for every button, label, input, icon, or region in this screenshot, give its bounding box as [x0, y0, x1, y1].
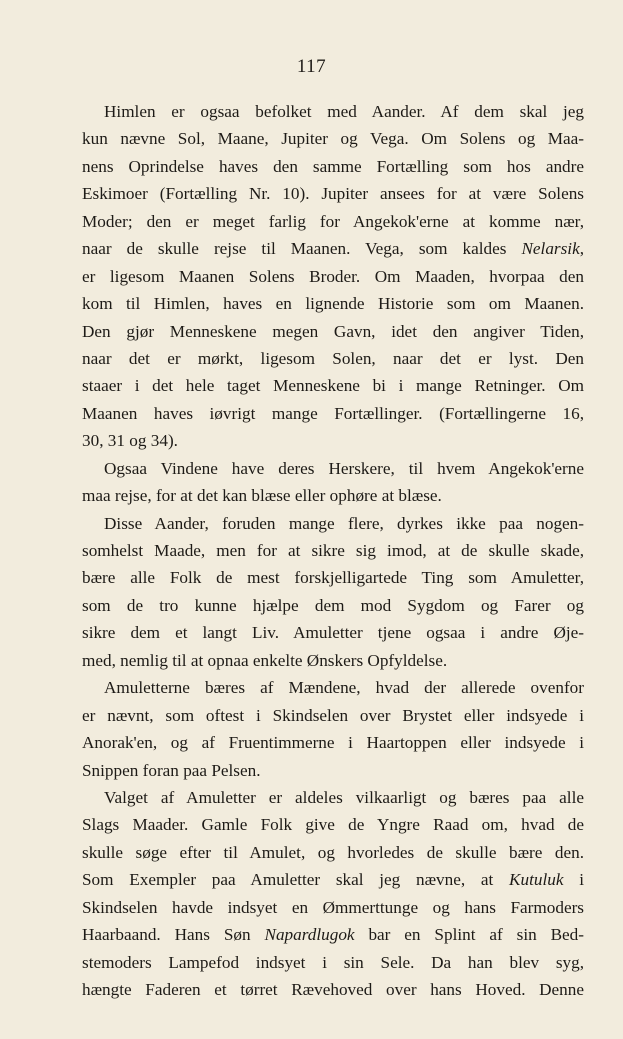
text-segment: Den gjør Menneskene megen Gavn, idet den angiver Tiden, — [82, 321, 584, 341]
text-segment: Slags Maader. Gamle Folk give de Yngre Raad om, hvad de — [82, 815, 584, 835]
text-line — [82, 208, 584, 235]
text-line — [82, 729, 584, 756]
text-line — [82, 318, 584, 345]
text-segment: Valget af Amuletter er aldeles vilkaarligt og bæres paa alle — [104, 787, 584, 807]
text-line — [82, 427, 584, 454]
text-segment: somhelst Maade, men for at sikre sig imod, at de skulle skade, — [82, 541, 584, 560]
italic-name: Napardlugok — [264, 925, 355, 945]
text-segment: kun nævne Sol, Maane, Jupiter og Vega. Om Solens og Maa- — [82, 129, 584, 149]
text-line — [82, 345, 584, 372]
text-line — [82, 702, 584, 729]
text-segment: naar det er mørkt, ligesom Solen, naar det er lyst. Den — [82, 348, 584, 368]
text-line — [82, 455, 584, 482]
text-segment: maa rejse, for at det kan blæse eller ophøre at blæse. — [82, 486, 442, 506]
text-segment: er nævnt, som oftest i Skindselen over Brystet eller indsyede i — [82, 705, 584, 725]
text-line — [82, 564, 584, 591]
text-segment: Som Exempler paa Amuletter skal jeg nævne, at — [82, 870, 510, 890]
text-line — [82, 290, 584, 317]
text-segment: 30, 31 og 34). — [82, 431, 178, 451]
text-segment: Himlen er ogsaa befolket med Aander. Af dem skal jeg — [104, 102, 584, 121]
text-line — [82, 153, 584, 180]
text-segment: Ogsaa Vindene have deres Herskere, til hvem Angekok'erne — [104, 458, 584, 478]
italic-name: Nelarsik — [521, 239, 580, 259]
text-line — [82, 400, 584, 427]
italic-name: Kutuluk — [509, 870, 564, 890]
text-line — [82, 866, 584, 893]
text-line — [82, 180, 584, 207]
text-line — [82, 647, 584, 674]
text-segment: skulle søge efter til Amulet, og hvorledes de skulle bære den. — [82, 842, 584, 862]
page-number: 117 — [296, 56, 327, 77]
text-segment: , — [579, 239, 584, 259]
text-segment: Disse Aander, foruden mange flere, dyrkes ikke paa nogen- — [104, 513, 584, 533]
text-segment: Anorak'en, og af Fruentimmerne i Haartoppen eller indsyede i — [82, 733, 584, 753]
text-line — [82, 976, 584, 1003]
text-segment: stemoders Lampefod indsyet i sin Sele. Da han blev syg, — [82, 952, 584, 972]
text-segment: er ligesom Maanen Solens Broder. Om Maaden, hvorpaa den — [82, 266, 584, 286]
text-segment: naar de skulle rejse til Maanen. Vega, som kaldes — [82, 239, 522, 259]
text-line — [82, 482, 584, 509]
text-line — [82, 537, 584, 564]
text-segment: Snippen foran paa Pelsen. — [82, 760, 261, 780]
text-line — [82, 839, 584, 866]
text-line — [82, 757, 584, 784]
text-segment: sikre dem et langt Liv. Amuletter tjene ogsaa i andre Øje- — [82, 623, 584, 643]
text-segment: Maanen haves iøvrigt mange Fortællinger. (Fortællingerne 16, — [82, 403, 584, 423]
text-segment: i — [563, 870, 584, 890]
text-segment: bar en Splint af sin Bed- — [354, 925, 584, 945]
body-text — [82, 98, 584, 1003]
text-segment: kom til Himlen, haves en lignende Historie som om Maanen. — [82, 294, 584, 314]
text-line — [82, 592, 584, 619]
text-segment: Haarbaand. Hans Søn — [82, 925, 265, 945]
text-segment: som de tro kunne hjælpe dem mod Sygdom og Farer og — [82, 595, 584, 615]
text-segment: Amuletterne bæres af Mændene, hvad der allerede ovenfor — [104, 678, 584, 698]
text-segment: hængte Faderen et tørret Rævehoved over hans Hoved. Denne — [82, 980, 584, 999]
text-line — [82, 235, 584, 262]
text-line — [82, 510, 584, 537]
text-line — [82, 811, 584, 838]
text-line — [82, 921, 584, 948]
text-line — [82, 98, 584, 125]
text-line — [82, 674, 584, 701]
text-segment: Skindselen havde indsyet en Ømmerttunge og hans Farmoders — [82, 897, 584, 917]
text-segment: bære alle Folk de mest forskjelligartede Ting som Amuletter, — [82, 568, 584, 588]
text-segment: Moder; den er meget farlig for Angekok'erne at komme nær, — [82, 211, 584, 231]
text-segment: nens Oprindelse haves den samme Fortælling som hos andre — [82, 156, 584, 176]
text-segment: staaer i det hele taget Menneskene bi i mange Retninger. Om — [82, 376, 584, 396]
text-line — [82, 619, 584, 646]
text-segment: Eskimoer (Fortælling Nr. 10). Jupiter ansees for at være Solens — [82, 184, 584, 204]
text-line — [82, 949, 584, 976]
text-line — [82, 784, 584, 811]
text-line — [82, 125, 584, 152]
text-line — [82, 894, 584, 921]
text-line — [82, 263, 584, 290]
text-segment: med, nemlig til at opnaa enkelte Ønskers Opfyldelse. — [82, 650, 448, 670]
text-line — [82, 372, 584, 399]
